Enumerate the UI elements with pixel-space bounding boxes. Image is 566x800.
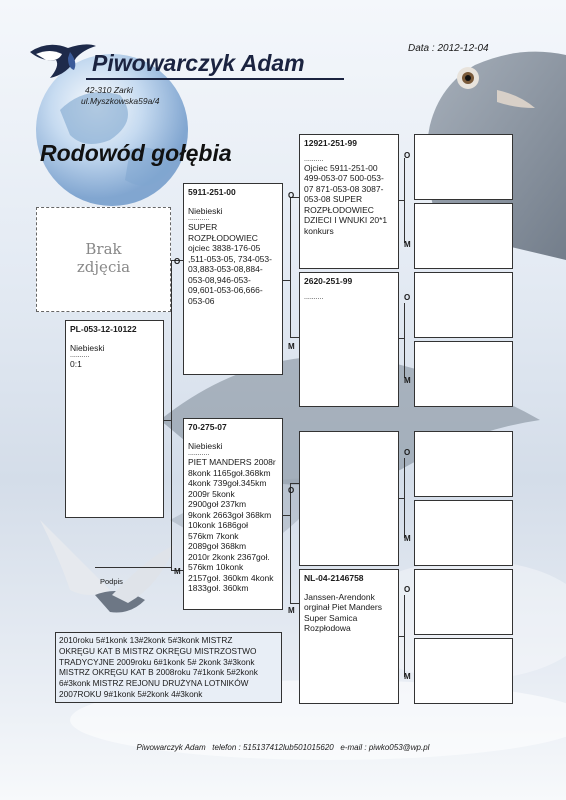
mm-marker: M [288, 606, 295, 615]
mfm-marker: M [404, 534, 411, 543]
mother-color: Niebieski [188, 440, 223, 451]
mm-desc: Janssen-Arendonk orginał Piet Manders Super Samica Rozpłodowa [304, 591, 382, 633]
connector-line [290, 337, 299, 338]
fff-marker: O [404, 151, 411, 160]
achievements-box: 2010roku 5#1konk 13#2konk 5#3konk MISTRZ OKRĘGU KAT B MISTRZ OKRĘGU MISTRZOSTWO TRADYCYJNE 2009roku 6#1konk 5# 2konk 3#3konk MISTRZ OKRĘGU KAT B 2008roku 7#1konk 5#2konk 6#3konk MISTRZ REJONU DRUŻYNA LOTNIKÓW 2007ROKU 9#1konk 5#2konk 4#3konk [55, 632, 282, 703]
father-ring: 5911-251-00 [188, 187, 236, 197]
bird-ring: PL-053-12-10122 [70, 324, 137, 334]
mother-ring: 70-275-07 [188, 422, 227, 432]
connector-line [404, 458, 405, 538]
address-line-2: ul.Myszkowska59a/4 [81, 96, 160, 106]
mm-ring: NL-04-2146758 [304, 573, 364, 583]
fm-marker: M [288, 342, 295, 351]
bird-card [65, 320, 164, 518]
mff-card [414, 431, 513, 497]
name-underline [86, 78, 344, 80]
fff-card [414, 134, 513, 200]
father-marker: O [174, 257, 181, 266]
photo-text-1: Brak [85, 240, 122, 258]
connector-line [164, 420, 171, 421]
ff-dots: .......... [304, 155, 324, 163]
connector-line [404, 158, 405, 243]
mother-dots: ........... [188, 450, 210, 457]
bird-desc: 0:1 [70, 359, 82, 369]
bird-color: Niebieski [70, 342, 105, 353]
mf-card [299, 431, 399, 566]
connector-line [283, 280, 290, 281]
mmf-card [414, 569, 513, 635]
connector-line [404, 595, 405, 677]
mmm-card [414, 638, 513, 704]
father-card [183, 183, 283, 375]
address-line-1: 42-310 Zarki [85, 85, 133, 95]
bird-dots: .......... [70, 352, 90, 359]
connector-line [290, 483, 291, 603]
fm-card [299, 272, 399, 407]
mf-marker: O [288, 486, 295, 495]
ff-marker: O [288, 191, 295, 200]
breeder-name: Piwowarczyk Adam [92, 50, 305, 76]
father-color: Niebieski [188, 205, 223, 216]
fm-ring: 2620-251-99 [304, 276, 353, 286]
fm-dots: .......... [304, 293, 324, 301]
date-label: Data : 2012-12-04 [408, 43, 489, 54]
mfm-card [414, 500, 513, 566]
photo-text-2: zdjęcia [76, 258, 131, 276]
page-title: Rodowód gołębia [40, 140, 232, 166]
father-desc: SUPER ROZPŁODOWIEC ojciec 3838-176-05 ,511-053-05, 734-053- 03,883-053-08,884- 053-08,946-053- 09,601-053-06,666- 053-06 [188, 222, 272, 306]
father-dots: ........... [188, 215, 210, 222]
mmm-marker: M [404, 672, 411, 681]
fmf-marker: O [404, 293, 411, 302]
signature-label: Podpis [100, 577, 123, 586]
mother-marker: M [174, 567, 181, 576]
mother-desc: PIET MANDERS 2008r 8konk 1165goł.368km 4konk 739goł.345km 2009r 5konk 2900goł 237km 9konk 2663goł 368km 10konk 1686goł 576km 7konk 2089goł 368km 2010r 2konk 2367goł. 576km 10konk 2157goł. 360km 4konk 1833goł. 360km [188, 457, 276, 593]
fmf-card [414, 272, 513, 338]
connector-line [290, 483, 299, 484]
mm-card [299, 569, 399, 704]
fmm-marker: M [404, 376, 411, 385]
mff-marker: O [404, 448, 411, 457]
ffm-marker: M [404, 240, 411, 249]
ff-card [299, 134, 399, 269]
connector-line [171, 260, 172, 570]
mother-card [183, 418, 283, 610]
signature-line [95, 567, 171, 568]
ff-desc: Ojciec 5911-251-00 499-053-07 500-053- 07 871-053-08 3087- 053-08 SUPER ROZPŁODOWIEC DZIECI I WNUKI 20*1 konkurs [304, 162, 388, 236]
photo-placeholder [36, 207, 171, 312]
footer-contact: Piwowarczyk Adam telefon : 515137412lub501015620 e-mail : piwko053@wp.pl [136, 743, 430, 752]
connector-line [290, 197, 291, 337]
mmf-marker: O [404, 585, 411, 594]
connector-line [290, 603, 299, 604]
connector-line [283, 515, 290, 516]
dove-logo-icon [28, 40, 98, 80]
connector-line [404, 303, 405, 378]
ffm-card [414, 203, 513, 269]
fmm-card [414, 341, 513, 407]
ff-ring: 12921-251-99 [304, 138, 357, 148]
